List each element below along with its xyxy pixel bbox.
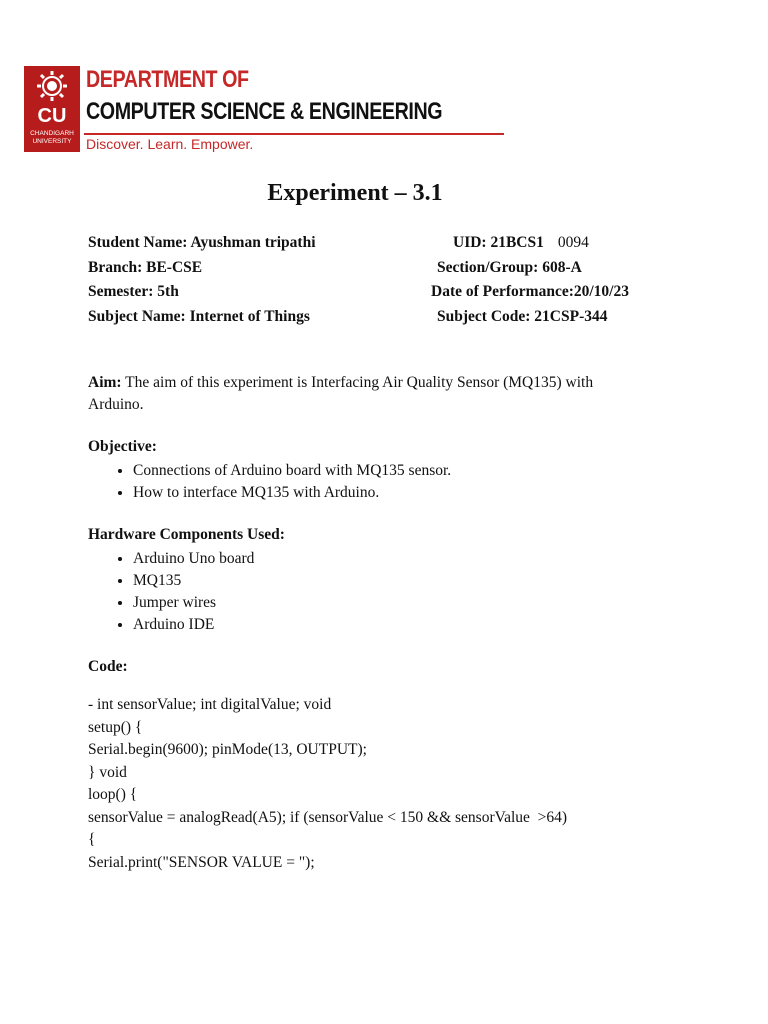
aim-paragraph [88, 372, 648, 416]
aim-label: Aim: [88, 374, 122, 391]
student-info [88, 234, 688, 332]
tagline: Discover. Learn. Empower. [86, 136, 254, 152]
code-line: setup() { [88, 718, 143, 736]
info-row [88, 259, 688, 284]
code-line: } void [88, 763, 127, 781]
logo-cu-text: CU [37, 105, 67, 127]
subject-code: Subject Code: 21CSP-344 [437, 307, 608, 325]
hardware-list [88, 548, 648, 636]
list-item: • MQ135 [133, 570, 648, 592]
objective-heading: Objective: [88, 438, 157, 455]
section-group: Section/Group: 608-A [437, 258, 582, 276]
gear-emblem-icon [24, 66, 80, 106]
uid-label: UID: 21BCS1 [453, 234, 544, 251]
code-line: loop() { [88, 786, 138, 803]
list-item: • Arduino IDE [133, 614, 648, 636]
department-title-line1: DEPARTMENT OF [86, 66, 249, 93]
logo-university-text: CHANDIGARH UNIVERSITY [30, 130, 74, 145]
code-heading: Code: [88, 658, 128, 675]
experiment-body [88, 372, 648, 874]
student-name: Student Name: Ayushman tripathi [88, 234, 316, 251]
semester: Semester: 5th [88, 283, 179, 300]
code-block [88, 694, 648, 874]
list-item: • Connections of Arduino board with MQ135 sensor. [133, 460, 648, 482]
code-line: sensorValue = analogRead(A5); if (sensorValue < 150 && sensorValue >64) [88, 808, 568, 826]
code-line: { [88, 831, 96, 848]
info-row [88, 234, 688, 259]
code-line: Serial.print("SENSOR VALUE = "); [88, 853, 315, 871]
department-title-line2: COMPUTER SCIENCE & ENGINEERING [86, 98, 443, 125]
uid [453, 234, 589, 252]
branch: Branch: BE-CSE [88, 258, 203, 276]
subject-name: Subject Name: Internet of Things [88, 307, 310, 325]
code-line: Serial.begin(9600); pinMode(13, OUTPUT); [88, 741, 367, 758]
info-row [88, 308, 688, 333]
objective-list [88, 460, 648, 504]
code-line: - int sensorValue; int digitalValue; void [88, 696, 332, 713]
experiment-title: Experiment – 3.1 [267, 180, 443, 206]
department-header [24, 66, 504, 154]
aim-text: The aim of this experiment is Interfacing Air Quality Sensor (MQ135) with Arduino. [88, 374, 594, 413]
list-item: • Jumper wires [133, 592, 648, 614]
info-row [88, 283, 688, 308]
date-of-performance: Date of Performance:20/10/23 [431, 283, 629, 300]
uid-suffix: 0094 [557, 234, 589, 251]
list-item: • Arduino Uno board [133, 548, 648, 570]
university-logo [24, 66, 80, 152]
header-divider [84, 133, 504, 135]
hardware-heading: Hardware Components Used: [88, 526, 285, 543]
list-item: • How to interface MQ135 with Arduino. [133, 482, 648, 504]
